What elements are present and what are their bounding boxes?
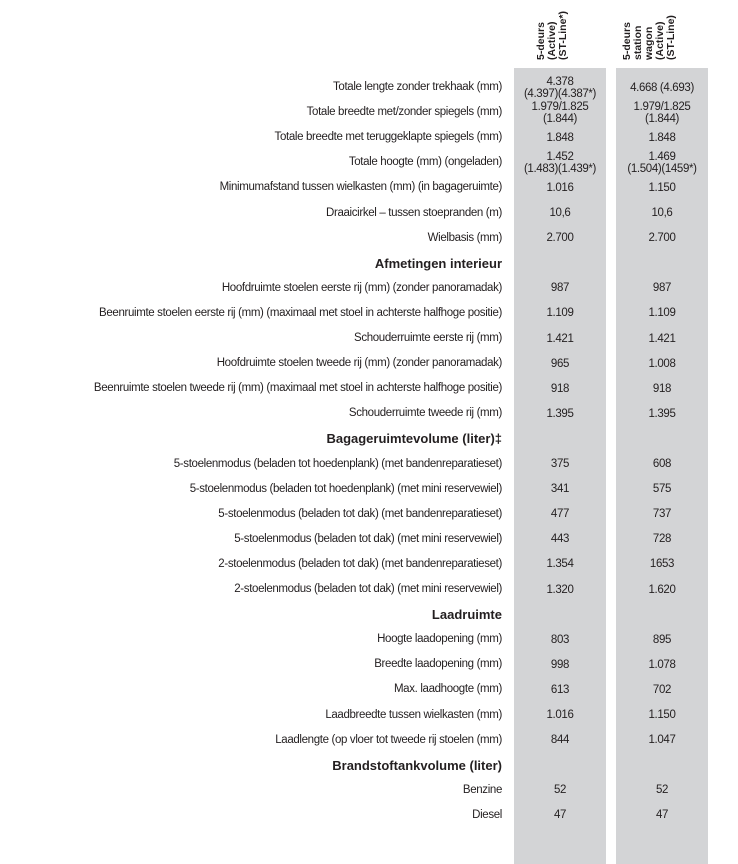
value-station-wagon: 1.848: [648, 131, 676, 144]
value-5-deurs: 1.016: [546, 709, 574, 721]
value-5-deurs: 1.354: [546, 558, 574, 571]
value-5-deurs: 10,6: [549, 207, 571, 219]
value-station-wagon: 1.008: [648, 357, 676, 370]
table-row: [0, 376, 738, 401]
table-row: [0, 803, 738, 828]
table-row: [0, 201, 738, 226]
value-station-wagon: 1653: [649, 558, 675, 571]
value-5-deurs: 47: [553, 809, 567, 822]
value-5-deurs: 1.848: [546, 131, 574, 144]
value-5-deurs: 965: [550, 357, 570, 370]
value-station-wagon: 895: [652, 633, 672, 646]
value-station-wagon: 575: [652, 483, 672, 496]
value-5-deurs: 52: [553, 784, 567, 797]
column-header-line: (Active): [546, 21, 558, 60]
value-5-deurs: 477: [550, 508, 570, 521]
value-station-wagon: 1.469 (1.504)(1459*): [627, 150, 697, 175]
row-label: Laadbreedte tussen wielkasten (mm): [325, 708, 502, 721]
value-station-wagon: 1.395: [648, 407, 676, 420]
table-row: [0, 502, 738, 527]
value-station-wagon: 4.668 (4.693): [630, 81, 694, 94]
value-5-deurs: 1.421: [546, 332, 574, 345]
value-5-deurs: 998: [550, 658, 570, 671]
section-header-row: [0, 251, 738, 276]
value-5-deurs: 4.378 (4.397)(4.387*): [523, 75, 597, 100]
row-label: Benzine: [462, 783, 502, 796]
column-header-line: (ST-Line*): [557, 11, 569, 60]
row-label: 5-stoelenmodus (beladen tot hoedenplank) (met mini reservewiel): [189, 482, 502, 495]
value-station-wagon: 987: [652, 282, 672, 295]
row-label: Draaicirkel – tussen stoepranden (m): [326, 206, 502, 219]
row-label: Totale hoogte (mm) (ongeladen): [348, 156, 502, 169]
value-5-deurs: 375: [550, 458, 570, 470]
value-station-wagon: 10,6: [651, 207, 673, 219]
value-5-deurs: 844: [550, 734, 570, 747]
value-5-deurs: 341: [550, 483, 570, 496]
table-row: [0, 477, 738, 502]
value-station-wagon: 47: [655, 809, 669, 822]
row-label: 2-stoelenmodus (beladen tot dak) (met bandenreparatieset): [218, 557, 502, 570]
section-title: Brandstoftankvolume (liter): [332, 757, 502, 773]
value-5-deurs: 1.452 (1.483)(1.439*): [523, 150, 597, 175]
table-row: [0, 175, 738, 200]
table-row: [0, 703, 738, 728]
row-label: Wielbasis (mm): [427, 231, 502, 244]
column-header-line: wagon: [643, 26, 655, 60]
value-station-wagon: 918: [652, 382, 672, 395]
value-5-deurs: 2.700: [546, 232, 574, 245]
row-label: Hoogte laadopening (mm): [377, 633, 502, 646]
column-header-line: 5-deurs: [535, 22, 547, 60]
value-5-deurs: 803: [550, 633, 570, 646]
column-header-line: (Active): [654, 21, 666, 60]
table-row: [0, 728, 738, 753]
section-header-row: [0, 753, 738, 778]
row-label: Schouderruimte tweede rij (mm): [348, 407, 502, 420]
table-row: [0, 301, 738, 326]
section-header-row: [0, 602, 738, 627]
value-station-wagon: 2.700: [648, 232, 676, 245]
value-station-wagon: 1.047: [648, 734, 676, 747]
value-5-deurs: 918: [550, 382, 570, 395]
value-5-deurs: 1.016: [546, 181, 574, 194]
value-5-deurs: 1.320: [546, 583, 574, 596]
row-label: Hoofdruimte stoelen eerste rij (mm) (zonder panoramadak): [221, 281, 502, 294]
section-header-row: [0, 426, 738, 451]
column-header-5-deurs: [514, 2, 606, 62]
table-row: [0, 326, 738, 351]
value-5-deurs: 1.979/1.825 (1.844): [531, 100, 589, 125]
table-row: [0, 150, 738, 175]
value-station-wagon: 1.109: [648, 307, 676, 320]
value-station-wagon: 1.620: [648, 583, 676, 596]
row-label: 2-stoelenmodus (beladen tot dak) (met mini reservewiel): [234, 583, 502, 595]
table-row: [0, 351, 738, 376]
column-header-line: (ST-Line): [665, 15, 677, 60]
table-row: [0, 452, 738, 477]
table-row: [0, 677, 738, 702]
row-label: Schouderruimte eerste rij (mm): [354, 332, 502, 344]
value-station-wagon: 1.421: [648, 332, 676, 345]
value-station-wagon: 608: [652, 458, 672, 470]
value-5-deurs: 987: [550, 282, 570, 295]
table-row: [0, 125, 738, 150]
value-station-wagon: 737: [652, 508, 672, 521]
table-row: [0, 401, 738, 426]
row-label: Max. laadhoogte (mm): [393, 683, 502, 696]
value-station-wagon: 1.078: [648, 658, 676, 671]
row-label: Laadlengte (op vloer tot tweede rij stoelen (mm): [275, 733, 502, 746]
value-station-wagon: 52: [655, 784, 669, 797]
table-row: [0, 226, 738, 251]
row-label: Totale lengte zonder trekhaak (mm): [333, 81, 502, 93]
row-label: 5-stoelenmodus (beladen tot hoedenplank) (met bandenreparatieset): [173, 457, 502, 470]
table-row: [0, 652, 738, 677]
table-row: [0, 100, 738, 125]
table-row: [0, 276, 738, 301]
value-5-deurs: 1.395: [546, 407, 574, 420]
value-5-deurs: 1.109: [546, 307, 574, 320]
row-label: Totale breedte met teruggeklapte spiegels (mm): [274, 131, 502, 144]
table-row: [0, 552, 738, 577]
value-5-deurs: 613: [550, 683, 570, 696]
row-label: Hoofdruimte stoelen tweede rij (mm) (zonder panoramadak): [216, 357, 502, 370]
column-header-line: station: [632, 25, 644, 60]
row-label: Beenruimte stoelen eerste rij (mm) (maximaal met stoel in achterste halfhoge positie): [99, 306, 502, 319]
row-label: 5-stoelenmodus (beladen tot dak) (met mini reservewiel): [234, 532, 502, 545]
row-label: Totale breedte met/zonder spiegels (mm): [306, 106, 502, 119]
row-label: 5-stoelenmodus (beladen tot dak) (met bandenreparatieset): [218, 507, 502, 520]
value-station-wagon: 728: [652, 533, 672, 546]
value-station-wagon: 1.979/1.825 (1.844): [633, 100, 691, 125]
section-title: Laadruimte: [431, 607, 502, 623]
row-label: Breedte laadopening (mm): [374, 658, 502, 671]
row-label: Beenruimte stoelen tweede rij (mm) (maximaal met stoel in achterste halfhoge positie): [93, 382, 502, 395]
value-station-wagon: 702: [652, 683, 672, 696]
table-row: [0, 778, 738, 803]
section-title: Bagageruimtevolume (liter)‡: [326, 431, 502, 447]
table-row: [0, 627, 738, 652]
section-title: Afmetingen interieur: [374, 255, 502, 271]
row-label: Diesel: [472, 808, 502, 821]
value-station-wagon: 1.150: [648, 181, 676, 194]
column-header-line: 5-deurs: [621, 22, 633, 60]
table-row: [0, 527, 738, 552]
row-label: Minimumafstand tussen wielkasten (mm) (in bagageruimte): [219, 181, 502, 194]
column-header-5-deurs-station-wagon: [616, 2, 708, 62]
table-row: [0, 75, 738, 100]
value-station-wagon: 1.150: [648, 709, 676, 721]
table-row: [0, 577, 738, 602]
value-5-deurs: 443: [550, 533, 570, 546]
